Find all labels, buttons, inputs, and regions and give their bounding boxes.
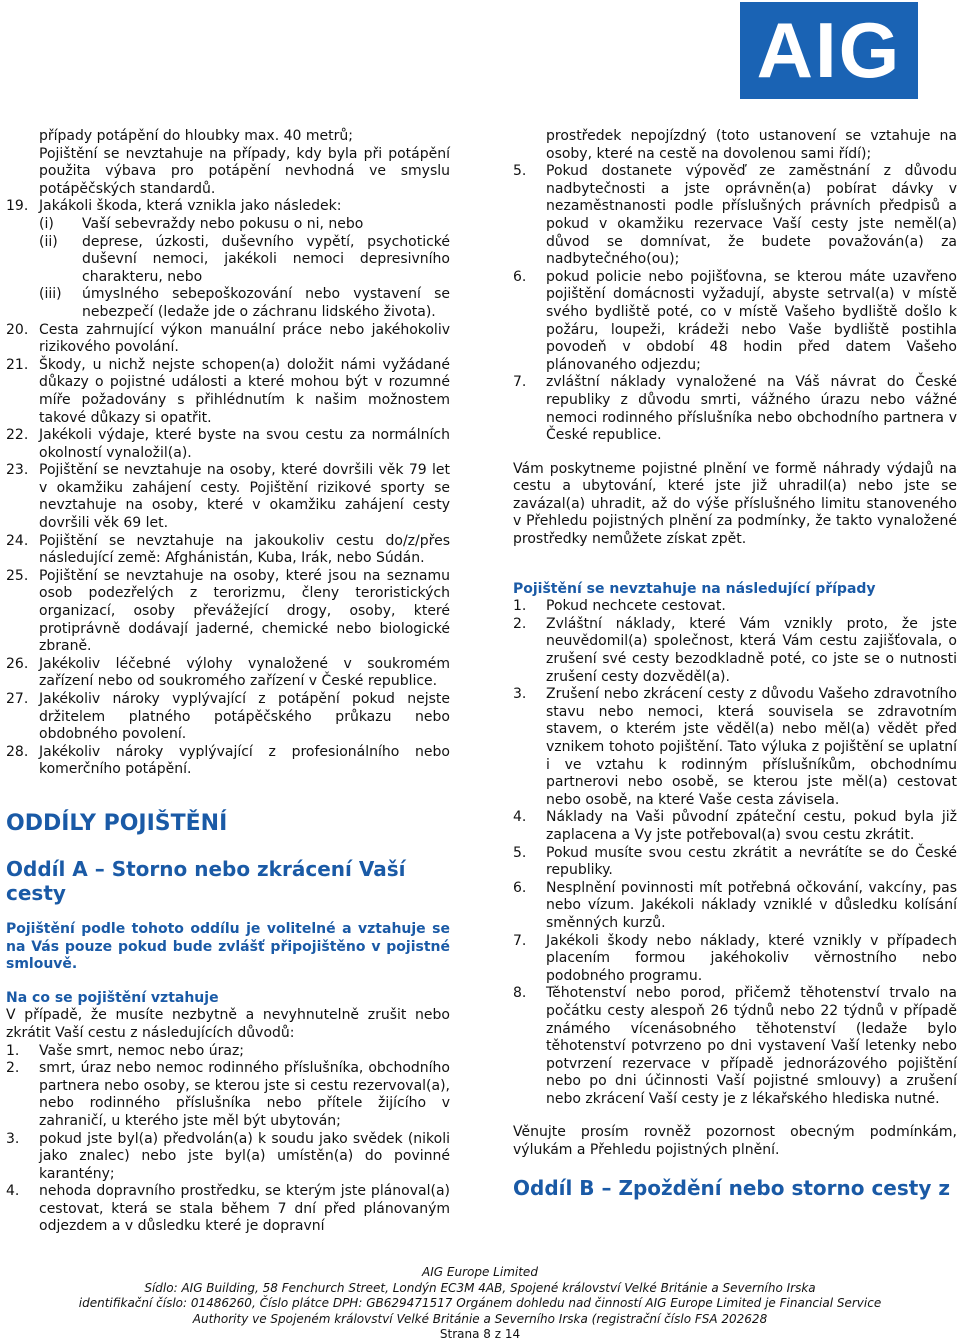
item-number: 7. (513, 374, 527, 391)
item-number: 4. (513, 809, 527, 826)
section-heading: ODDÍLY POJIŠTĚNÍ (6, 810, 228, 836)
optional-note: Pojištění podle tohoto oddílu je volitelné a vztahuje se na Vás pouze pokud bude zvlášť připojištěno v pojistné smlouvě. (6, 920, 450, 973)
continuation-text (6, 128, 450, 198)
item-text: zvláštní náklady vynaložené na Váš návrat do České republiky z důvodu smrti, vážného úrazu nebo vážné nemoci rodinného příslušníka nebo obchodního partnera v České republice. (546, 374, 957, 444)
sub-text: úmyslného sebepoškozování nebo vystavení se nebezpečí (ledaže jde o záchranu lidského života). (82, 286, 450, 320)
list-item (6, 427, 450, 462)
list-item (513, 933, 957, 986)
item-text: Pojištění se nevztahuje na osoby, které jsou na seznamu osob podezřelých z terorizmu, členy teroristických organizací, osoby převážející drogy, osoby, které protiprávně dodávají jaderné, chemické nebo biologické zbraně. (39, 567, 450, 655)
footer-company: AIG Europe Limited (422, 1265, 538, 1279)
list-item (513, 163, 957, 269)
list-item (6, 744, 450, 779)
item-number: 21. (6, 356, 29, 373)
footer-authority: Authority ve Spojeném království Velké Británie a Severního Irska (registrační číslo FSA 202628 (192, 1311, 768, 1326)
cover-heading: Na co se pojištění vztahuje (6, 989, 219, 1006)
item-number: 19. (6, 198, 29, 215)
item-text: Jakékoli škody nebo náklady, které vznikly v případech placením formou jakéhokoliv věrnostního nebo podobného programu. (546, 932, 957, 984)
list-item (513, 845, 957, 880)
list-item (6, 357, 450, 427)
subsection-heading-a: Oddíl A – Storno nebo zkrácení Vaší cesty (6, 856, 406, 905)
continuation-line: Pojištění se nevztahuje na případy, kdy byla při potápění použita výbava pro potápění nevhodná ve smyslu potápěčských standardů. (39, 145, 450, 197)
item-text: Pojištění se nevztahuje na osoby, které dovršili věk 79 let v okamžiku zahájení cesty. Pojištění rizikové sporty se nevztahuje na osoby, které v okamžiku zahájení cesty dovršili věk 69 let. (39, 462, 450, 532)
item-text: Zvláštní náklady, které Vám vznikly proto, že jste neuvědomil(a) společnost, která Vám cestu zajišťovala, o zrušení své cesty bezodkladně poté, co jste se o nutnosti zrušení cesty dozvěděl(a). (546, 615, 957, 685)
item-number: 7. (513, 932, 527, 949)
list-item (6, 1183, 450, 1236)
item-text: Cesta zahrnující výkon manuální práce nebo jakéhokoliv rizikového povolání. (39, 321, 450, 356)
list-item (6, 322, 450, 357)
footer-address: Sídlo: AIG Building, 58 Fenchurch Street, Londýn EC3M 4AB, Spojené království Velké Británie a Severního Irska (144, 1280, 816, 1295)
item-text: pokud policie nebo pojišťovna, se kterou máte uzavřeno pojištění domácnosti vyžadují, abyste setrval(a) v místě svého bydliště poté, co v místě Vašeho bydliště došlo k požáru, loupeži, krádeži nebo Vaše bydliště postihla povodeň v období 48 hodin před datem Vašeho plánovaného odjezdu; (546, 268, 957, 373)
item-text: Pokud dostanete výpověď ze zaměstnání z důvodu nadbytečnosti a jste oprávněn(a) pobírat dávky v nezaměstnanosti podle příslušných právních předpisů a pokud v okamžiku rezervace Vaší cesty jste neměl(a) důvod se domnívat, že budete považován(a) za nadbytečného(ou); (546, 163, 957, 268)
cover-intro: V případě, že musíte nezbytně a nevyhnutelně zrušit nebo zkrátit Vaší cestu z následujících důvodů: (6, 1007, 450, 1041)
list-item (6, 1131, 450, 1184)
item-text: Nesplnění povinnosti mít potřebná očkování, vakcíny, pas nebo vízum. Jakékoli náklady vzniklé v důsledku kolísání směnných kurzů. (546, 879, 957, 931)
list-item (513, 686, 957, 809)
exclusions-heading: Pojištění se nevztahuje na následující případy (513, 580, 876, 597)
item-text: Pokud nechcete cestovat. (546, 598, 726, 615)
item-number: 28. (6, 743, 29, 760)
item-number: 25. (6, 567, 29, 584)
item-text: Jakékoliv nároky vyplývající z profesionálního nebo komerčního potápění. (39, 743, 450, 778)
continuation-line: případy potápění do hloubky max. 40 metrů; (39, 128, 353, 144)
item-text: Vaše smrt, nemoc nebo úraz; (39, 1042, 245, 1059)
left-column (6, 128, 450, 1236)
list-item (6, 1043, 450, 1061)
list-item (6, 198, 450, 216)
aig-logo: AIG (740, 2, 918, 99)
page-footer (0, 1265, 960, 1343)
item-number: 3. (513, 686, 527, 703)
list-item (6, 568, 450, 656)
item-number: 5. (513, 163, 527, 180)
footer-registration: identifikační číslo: 01486260, Číslo plátce DPH: GB629471517 Orgánem dohledu nad činností AIG Europe Limited je Financial Service (78, 1296, 882, 1310)
item-number: 1. (6, 1042, 20, 1059)
item-text: Náklady na Vaši původní zpáteční cestu, pokud byla již zaplacena a Vy jste potřeboval(a) svou cestu zkrátit. (546, 809, 957, 843)
item-text: pokud jste byl(a) předvolán(a) k soudu jako svědek (nikoli jako znalec) nebo jste byl(a) umístěn(a) do povinné karantény; (39, 1130, 450, 1182)
subsection-heading-b: Oddíl B – Zpoždění nebo storno cesty z (513, 1175, 950, 1200)
compensation-text: Vám poskytneme pojistné plnění ve formě náhrady výdajů na cestu a ubytování, které jste již uhradil(a) nebo jste se zavázal(a) uhradit, až do výše příslušného limitu stanoveného v Přehledu pojistných plnění za podmínky, že takto vynaložené prostředky nemůžete získat zpět. (513, 460, 957, 548)
item-text: Jakékoliv léčebné výlohy vynaložené v soukromém zařízení nebo od soukromého zařízení v České republice. (39, 655, 450, 690)
sub-number: (i) (39, 215, 54, 232)
sub-text: Vaší sebevraždy nebo pokusu o ni, nebo (82, 215, 364, 232)
item-number: 20. (6, 321, 29, 338)
item-number: 6. (513, 268, 527, 285)
list-item (513, 616, 957, 686)
item-number: 23. (6, 462, 29, 479)
item-text: Jakákoli škoda, která vznikla jako následek: (39, 198, 342, 215)
item-text: Pokud musíte svou cestu zkrátit a nevrátíte se do České republiky. (546, 844, 957, 879)
sub-item (39, 216, 450, 234)
sub-number: (iii) (39, 286, 62, 303)
item-number: 6. (513, 879, 527, 896)
item-text: Jakékoli výdaje, které byste na svou cestu za normálních okolností vynaložil(a). (39, 427, 450, 461)
item-number: 4. (6, 1183, 20, 1200)
item-text: nehoda dopravního prostředku, se kterým jste plánoval(a) cestovat, která se stala během 7 dní před plánovaným odjezdem a v důsledku které je dopravní (39, 1183, 450, 1235)
item-number: 22. (6, 427, 29, 444)
list-item (6, 533, 450, 568)
item-number: 2. (6, 1060, 20, 1077)
continuation-text: prostředek nepojízdný (toto ustanovení se vztahuje na osoby, které na cestě na dovolenou sami řídí); (546, 128, 957, 162)
item-text: Těhotenství nebo porod, přičemž těhotenství trvalo na počátku cesty alespoň 26 týdnů nebo 22 týdnů v případě známého vícenásobného těhotenství (ledaže bylo těhotenství potvrzeno po dni vystavení Vaší letenky nebo potvrzení rezervace v případě jednorázového pojištění nebo po dni účinnosti Vaší pojistné smlouvy) a zrušení nebo zkrácení Vaší cesty je z lékařského hlediska nutné. (546, 985, 957, 1107)
item-text: smrt, úraz nebo nemoc rodinného příslušníka, obchodního partnera nebo osoby, se kterou jste si cestu rezervoval(a), nebo rodinného příslušníka nebo přítele žijícího v zahraničí, u kterého jste měl být ubytován; (39, 1060, 450, 1129)
item-number: 3. (6, 1130, 20, 1147)
item-text: Škody, u nichž nejste schopen(a) doložit námi vyžádané důkazy o pojistné události a které mohou být v rozumné míře požadovány s přihlédnutím k našim možnostem takové důkazy si opatřit. (39, 356, 450, 426)
list-item (513, 985, 957, 1108)
list-item (513, 269, 957, 375)
list-item (6, 1060, 450, 1130)
right-column (513, 128, 957, 1216)
list-item (6, 656, 450, 691)
list-item (513, 880, 957, 933)
item-text: Jakékoliv nároky vyplývající z potápění pokud nejste držitelem platného potápěčského průkazu nebo obdobného povolení. (39, 691, 450, 743)
list-item (513, 809, 957, 844)
item-text: Pojištění se nevztahuje na jakoukoliv cestu do/z/přes následující země: Afghánistán, Kuba, Irák, nebo Súdán. (39, 532, 450, 567)
item-number: 26. (6, 655, 29, 672)
sub-item (39, 234, 450, 287)
item-number: 1. (513, 598, 527, 615)
item-number: 2. (513, 615, 527, 632)
item-number: 8. (513, 985, 527, 1002)
item-number: 27. (6, 691, 29, 707)
sub-item (39, 286, 450, 321)
sub-text: deprese, úzkosti, duševního vypětí, psychotické duševní nemoci, jakékoli nemoci depresivního charakteru, nebo (82, 233, 450, 285)
sub-number: (ii) (39, 233, 58, 250)
item-number: 5. (513, 844, 527, 861)
attention-note: Věnujte prosím rovněž pozornost obecným podmínkám, výlukám a Přehledu pojistných plnění. (513, 1124, 957, 1159)
item-number: 24. (6, 532, 29, 549)
item-text: Zrušení nebo zkrácení cesty z důvodu Vašeho zdravotního stavu nebo nemoci, která souvisela se zdravotním stavem, o kterém jste věděl(a) nebo měl(a) vědět před vznikem tohoto pojištění. Tato výluka z pojištění se uplatní i ve vztahu k rodinným příslušníkům, obchodnímu partnerovi nebo osobě, se kterou jste měl(a) cestovat nebo osobě, na které Vaše cesta závisela. (546, 686, 957, 808)
list-item (513, 598, 957, 616)
list-item (6, 462, 450, 532)
list-item (6, 691, 450, 744)
list-item (513, 374, 957, 444)
page-number: Strana 8 z 14 (439, 1327, 521, 1341)
